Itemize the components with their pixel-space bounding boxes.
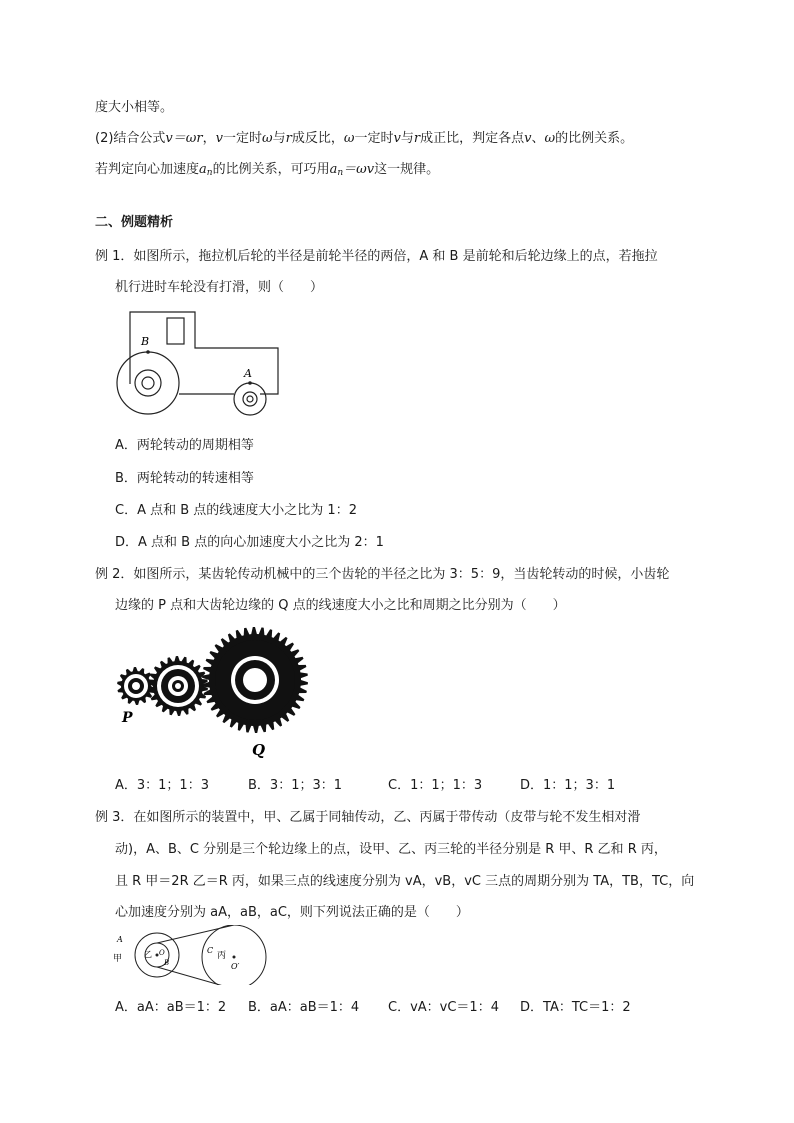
gear-small-ring-2 xyxy=(132,682,140,690)
ex3-question-line-4: 心加速度分别为 aA，aB，aC，则下列说法正确的是（ ） xyxy=(115,905,469,920)
rear-wheel xyxy=(117,352,179,414)
label-yi: 乙 xyxy=(144,950,152,959)
ex3-question-line-1: 例 3．在如图所示的装置中，甲、乙属于同轴传动，乙、丙属于带传动（皮带与轮不发生相对滑 xyxy=(95,810,641,825)
label-jia: 甲 xyxy=(113,954,123,964)
label-bing: 丙 xyxy=(217,951,227,961)
tractor-figure xyxy=(110,306,285,421)
belt-drive-figure xyxy=(110,925,280,985)
label-o: O xyxy=(159,949,165,957)
ex2-option-a[interactable]: A．3：1；1：3 xyxy=(115,778,209,793)
point-a xyxy=(248,381,252,385)
front-wheel-hub xyxy=(243,392,257,406)
front-wheel-axle xyxy=(247,396,253,402)
tractor-window xyxy=(167,318,184,344)
ex1-option-a[interactable]: A．两轮转动的周期相等 xyxy=(115,438,254,453)
ex3-option-b[interactable]: B．aA：aB＝1：4 xyxy=(248,1000,360,1015)
belt-top xyxy=(157,925,234,943)
belt-bottom xyxy=(157,967,234,985)
ex1-question-line-1: 例 1．如图所示，拖拉机后轮的半径是前轮半径的两倍，A 和 B 是前轮和后轮边缘上的点，若拖拉 xyxy=(95,249,658,264)
label-a: A xyxy=(244,367,252,380)
rear-wheel-axle xyxy=(142,377,154,389)
label-o2: O′ xyxy=(231,962,240,971)
ex1-option-c[interactable]: C．A 点和 B 点的线速度大小之比为 1：2 xyxy=(115,503,357,518)
front-wheel xyxy=(234,383,266,415)
label-a: A xyxy=(117,935,123,944)
section-title: 二、例题精析 xyxy=(95,215,174,230)
gears-figure xyxy=(110,620,310,760)
tractor-body xyxy=(130,312,278,394)
label-b: B xyxy=(141,335,150,348)
ex3-option-c[interactable]: C．vA：vC＝1：4 xyxy=(388,1000,499,1015)
ex2-option-b[interactable]: B．3：1；3：1 xyxy=(248,778,343,793)
label-p: P xyxy=(122,710,133,726)
intro-line-3: 若判定向心加速度$a_n$的比例关系，可巧用$a_n=\omega v$这一规律。 xyxy=(95,162,440,178)
rear-wheel-hub xyxy=(135,370,161,396)
label-b: B xyxy=(164,959,170,967)
ex3-option-d[interactable]: D．TA：TC＝1：2 xyxy=(520,1000,631,1015)
gear-medium-ring-4 xyxy=(175,683,181,689)
intro-line-2: (2)结合公式v＝ωr，v一定时ω与r成反比，ω一定时v与r成正比，判定各点v、ω的比例关系。 xyxy=(95,131,634,146)
wheel-bing xyxy=(202,925,266,985)
point-b xyxy=(146,350,150,354)
ex1-option-b[interactable]: B．两轮转动的转速相等 xyxy=(115,471,254,486)
ex1-option-d[interactable]: D．A 点和 B 点的向心加速度大小之比为 2：1 xyxy=(115,535,384,550)
center-o2 xyxy=(233,956,236,959)
ex1-question-line-2: 机行进时车轮没有打滑，则（ ） xyxy=(115,280,324,295)
label-c: C xyxy=(207,946,214,955)
ex2-question-line-1: 例 2．如图所示，某齿轮传动机械中的三个齿轮的半径之比为 3：5：9，当齿轮转动的时候，小齿轮 xyxy=(95,567,670,582)
gear-large-ring-3 xyxy=(243,668,267,692)
ex3-option-a[interactable]: A．aA：aB＝1：2 xyxy=(115,1000,227,1015)
ex2-question-line-2: 边缘的 P 点和大齿轮边缘的 Q 点的线速度大小之比和周期之比分别为（ ） xyxy=(115,598,566,613)
ex3-question-line-2: 动)，A、B、C 分别是三个轮边缘上的点，设甲、乙、丙三轮的半径分别是 R 甲、R 乙和 R 丙， xyxy=(115,842,667,857)
ex3-question-line-3: 且 R 甲＝2R 乙＝R 丙，如果三点的线速度分别为 vA，vB，vC 三点的周期分别为 TA，TB，TC，向 xyxy=(115,874,695,889)
intro-line-1: 度大小相等。 xyxy=(95,100,174,115)
ex2-option-c[interactable]: C．1：1；1：3 xyxy=(388,778,483,793)
ex2-option-d[interactable]: D．1：1；3：1 xyxy=(520,778,616,793)
label-q: Q xyxy=(252,741,266,759)
